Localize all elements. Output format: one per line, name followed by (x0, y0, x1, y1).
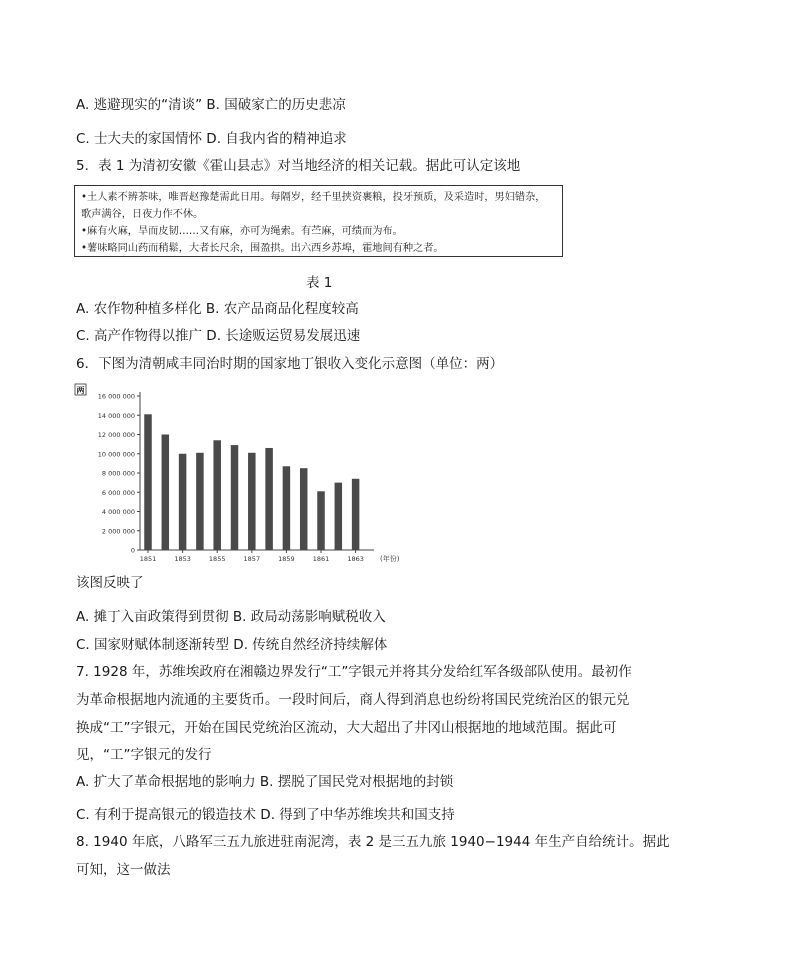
x-tick-label: 1851 (139, 555, 157, 563)
land-tax-bar-chart (74, 381, 414, 563)
q7-line-2: 为革命根据地内流通的主要货币。一段时间后，商人得到消息也纷纷将国民党统治区的银元兑 (76, 692, 630, 708)
x-tick-label: 1863 (347, 555, 364, 563)
y-tick-label: 16 000 000 (97, 392, 135, 401)
q5-stem: 5．表 1 为清初安徽《霍山县志》对当地经济的相关记载。据此可认定该地 (76, 158, 521, 174)
y-tick-label: 0 (130, 546, 135, 555)
bar-1855 (213, 440, 221, 550)
q5-record-table (74, 185, 563, 257)
bar-1859 (283, 466, 291, 550)
x-tick-label: 1857 (243, 555, 261, 563)
y-tick-label: 14 000 000 (97, 411, 135, 420)
x-tick-label: 1853 (174, 555, 191, 563)
q6-follow: 该图反映了 (76, 575, 144, 591)
q8-line-2: 可知，这一做法 (76, 862, 171, 878)
bar-1863 (352, 479, 360, 550)
y-tick-label: 8 000 000 (101, 469, 135, 478)
bar-1860 (300, 468, 308, 550)
x-axis-label: (年份) (380, 555, 400, 563)
table-row-1b: 歌声满谷，日夜力作不休。 (81, 209, 204, 220)
y-axis-label: 两 (76, 386, 85, 395)
y-tick-label: 10 000 000 (97, 450, 135, 459)
bar-1854 (196, 453, 204, 550)
bar-1858 (265, 448, 273, 550)
bar-1851 (144, 414, 152, 550)
table-caption: 表 1 (306, 275, 333, 291)
bar-1861 (317, 491, 325, 550)
x-tick-label: 1859 (278, 555, 295, 563)
q7-option-cd: C. 有利于提高银元的锻造技术 D. 得到了中华苏维埃共和国支持 (76, 807, 455, 823)
q7-line-3: 换成“工”字银元，开始在国民党统治区流动，大大超出了井冈山根据地的地域范围。据此可 (76, 720, 617, 736)
y-tick-label: 4 000 000 (101, 508, 135, 516)
table-row-1a: •土人素不辨茶味，唯晋赵豫楚需此日用。每隔岁，经千里挟资裹粮，投牙预质，及采造时，男妇错杂， (81, 192, 546, 203)
table-row-3: •薯味略同山药而稍鬆，大者长尺余，围盈拱。出六西乡苏埠，霍地间有种之者。 (81, 243, 444, 254)
bar-1853 (179, 454, 187, 550)
q7-line-1: 7. 1928 年，苏维埃政府在湘赣边界发行“工”字银元并将其分发给红军各级部队使用。最初作 (76, 664, 632, 680)
q4-option-cd: C. 士大夫的家国情怀 D. 自我内省的精神追求 (76, 131, 347, 147)
q7-line-4: 见，“工”字银元的发行 (76, 747, 212, 763)
q6-option-cd: C. 国家财赋体制逐渐转型 D. 传统自然经济持续解体 (76, 637, 388, 653)
bar-1852 (162, 435, 170, 551)
q8-line-1: 8. 1940 年底，八路军三五九旅进驻南泥湾，表 2 是三五九旅 1940−1944 年生产自给统计。据此 (76, 834, 670, 850)
x-tick-label: 1855 (208, 555, 226, 563)
y-tick-label: 2 000 000 (101, 527, 135, 536)
q6-option-ab: A. 摊丁入亩政策得到贯彻 B. 政局动荡影响赋税收入 (76, 609, 386, 625)
bar-1856 (231, 445, 239, 550)
bar-1862 (335, 483, 343, 550)
q5-option-ab: A. 农作物种植多样化 B. 农产品商品化程度较高 (76, 301, 359, 317)
q4-option-ab: A. 逃避现实的“清谈” B. 国破家亡的历史悲凉 (76, 97, 346, 113)
y-tick-label: 12 000 000 (97, 431, 135, 439)
bar-1857 (248, 453, 256, 550)
q7-option-ab: A. 扩大了革命根据地的影响力 B. 摆脱了国民党对根据地的封锁 (76, 774, 454, 790)
y-tick-label: 6 000 000 (101, 488, 135, 497)
table-row-2: •麻有火麻，旱而皮韧……又有麻，亦可为绳索。有苎麻，可绩而为布。 (81, 226, 403, 237)
q5-option-cd: C. 高产作物得以推广 D. 长途贩运贸易发展迅速 (76, 328, 361, 344)
q6-stem: 6．下图为清朝咸丰同治时期的国家地丁银收入变化示意图（单位：两） (76, 356, 504, 372)
x-tick-label: 1861 (312, 555, 330, 563)
